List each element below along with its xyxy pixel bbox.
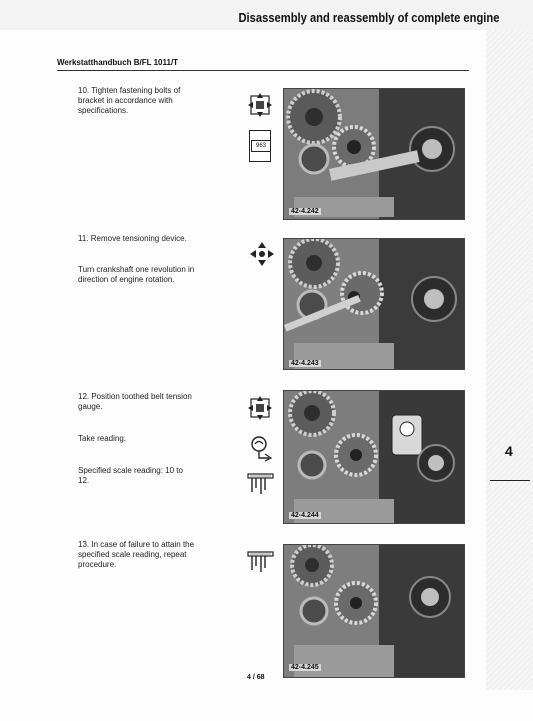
vernier-caliper-icon xyxy=(247,470,275,503)
step-12-reading: Take reading. xyxy=(78,434,127,443)
tool-number-icon xyxy=(249,130,271,162)
chapter-title: Disassembly and reassembly of complete engine xyxy=(238,10,499,25)
vernier-caliper-icon-2 xyxy=(247,548,275,581)
tension-gauge-icon xyxy=(247,434,275,467)
engine-photo-3 xyxy=(283,390,465,524)
figure-label-1: 42-4.242 xyxy=(291,208,319,215)
header-rule xyxy=(57,70,469,71)
engine-photo-2 xyxy=(283,238,465,370)
step-12: 12. Position toothed belt tension gauge. xyxy=(78,392,192,411)
engine-photo-4 xyxy=(283,544,465,678)
tool-number: 963 xyxy=(251,140,271,152)
engine-assembly-icon-2 xyxy=(247,395,273,426)
engine-assembly-icon xyxy=(247,92,273,123)
page-number: 4 / 68 xyxy=(247,674,265,681)
figure-label-3: 42-4.244 xyxy=(291,512,319,519)
step-11-note: Turn crankshaft one revolution in direction of engine rotation. xyxy=(78,265,195,284)
section-tab-line xyxy=(490,480,530,481)
section-tab: 4 xyxy=(505,443,513,459)
step-11: 11. Remove tensioning device. xyxy=(78,234,187,243)
step-12-spec: Specified scale reading: 10 to 12. xyxy=(78,466,183,485)
movement-arrows-icon xyxy=(249,241,275,272)
engine-photo-1 xyxy=(283,88,465,220)
step-10: 10. Tighten fastening bolts of bracket in accordance with specifications. xyxy=(78,86,181,115)
figure-label-4: 42-4.245 xyxy=(291,664,319,671)
manual-label: Werkstatthandbuch B/FL 1011/T xyxy=(57,58,179,67)
page-edge-strip xyxy=(486,30,533,690)
step-13: 13. In case of failure to attain the specified scale reading, repeat procedure. xyxy=(78,540,195,569)
figure-label-2: 42-4.243 xyxy=(291,360,319,367)
